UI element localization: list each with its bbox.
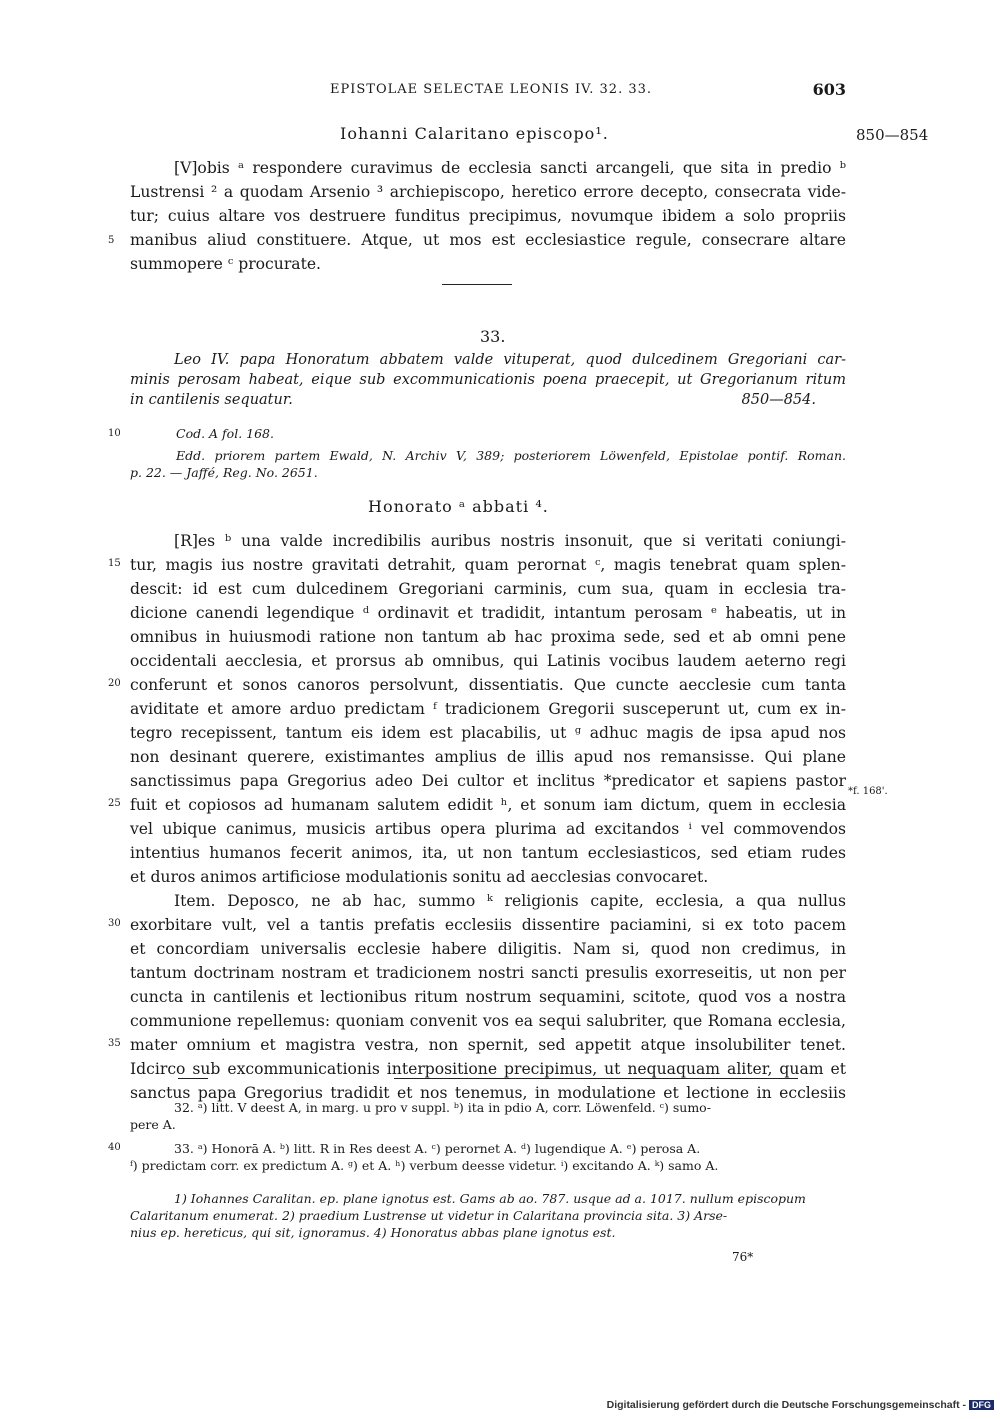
text-line: tantum doctrinam nostram et tradicionem nostri sancti presulis exorreseitis, ut non per [130, 964, 846, 982]
dfg-credit [607, 1399, 994, 1411]
text-line: cuncta in cantilenis et lectionibus ritum nostrum sequamini, scitote, quod vos a nostra [130, 988, 846, 1006]
text-line: descit: id est cum dulcedinem Gregoriani carminis, cum sua, quam in ecclesia tra- [130, 580, 846, 598]
text-line: tegro recepissent, tantum eis idem est placabilis, ut ᵍ adhuc magis de ipsa apud nos [130, 724, 846, 742]
line-number: 5 [108, 235, 115, 246]
letter32-date-margin: 850—854 [856, 126, 929, 144]
summary-last-line: in cantilenis sequatur. [130, 392, 293, 408]
apparatus-rule-short [178, 1078, 208, 1079]
text-line: fuit et copiosos ad humanam salutem edidit ʰ, et sonum iam dictum, quem in ecclesia [130, 796, 846, 814]
text-line: summopere ᶜ procurate. [130, 255, 322, 273]
text-line: Lustrensi ² a quodam Arsenio ³ archiepiscopo, heretico errore decepto, consecrata vide- [130, 183, 846, 201]
folio-margin-note: *f. 168'. [848, 786, 888, 797]
running-header [130, 80, 846, 104]
text-line: communione repellemus: quoniam convenit vos ea sequi salubriter, que Romana ecclesia, [130, 1012, 846, 1030]
footnote-line: 1) Iohannes Caralitan. ep. plane ignotus est. Gams ab ao. 787. usque ad a. 1017. nullum episcopum [174, 1191, 806, 1206]
dfg-credit-text: Digitalisierung gefördert durch die Deutsche Forschungsgemeinschaft - [606, 1399, 966, 1411]
apparatus-line: ᶠ) predictam corr. ex predictum A. ᵍ) et A. ʰ) verbum deesse videtur. ⁱ) excitando A. ᵏ) samo A. [130, 1158, 719, 1173]
editions-line: p. 22. — Jaffé, Reg. No. 2651. [130, 465, 318, 480]
text-line: Idcirco sub excommunicationis interpositione precipimus, ut nequaquam aliter, quam et [130, 1060, 846, 1078]
line-number: 30 [108, 918, 121, 929]
line-number: 35 [108, 1038, 121, 1049]
text-line: occidentali aecclesia, et prorsus ab omnibus, qui Latinis vocibus laudem aeterno regi [130, 652, 846, 670]
apparatus-33 [130, 1140, 846, 1174]
text-line: [R]es ᵇ una valde incredibilis auribus nostris insonuit, que si veritati coniungi- [174, 532, 846, 550]
text-line: et concordiam universalis ecclesie habere diligitis. Nam si, quod non credimus, in [130, 940, 846, 958]
line-number: 20 [108, 678, 121, 689]
page-number: 603 [812, 80, 846, 99]
line-number: 15 [108, 558, 121, 569]
text-line: conferunt et sonos canoros persolvunt, dissentiatis. Que cuncte aecclesie cum tanta [130, 676, 846, 694]
summary-line: Leo IV. papa Honoratum abbatem valde vituperat, quod dulcedinem Gregoriani car- [174, 352, 846, 368]
apparatus-line: 33. ᵃ) Honorā A. ᵇ) litt. R in Res deest A. ᶜ) perornet A. ᵈ) lugendique A. ᵉ) perosa A. [174, 1141, 701, 1156]
text-line: exorbitare vult, vel a tantis prefatis ecclesiis dissentire paciamini, si ex toto pacem [130, 916, 846, 934]
text-line: vel ubique canimus, musicis artibus opera plurima ad excitandos ⁱ vel commovendos [130, 820, 846, 838]
text-line: tur, magis ius nostre gravitati detrahit, quam perornat ᶜ, magis tenebrat quam splen- [130, 556, 846, 574]
text-line: mater omnium et magistra vestra, non spernit, sed appetit atque insolubiliter tenet. [130, 1036, 846, 1054]
text-line: sanctus papa Gregorius tradidit et nos tenemus, in modulatione et lectione in ecclesiis [130, 1084, 846, 1102]
footnote-line: nius ep. hereticus, qui sit, ignoramus. 4) Honoratus abbas plane ignotus est. [130, 1225, 616, 1240]
summary-date: 850—854. [741, 392, 816, 408]
letter32-body [130, 156, 846, 276]
apparatus-line: pere A. [130, 1117, 176, 1132]
dfg-logo: DFG [969, 1400, 994, 1410]
line-number: 25 [108, 798, 121, 809]
text-line: tur; cuius altare vos destruere funditus precipimus, novumque ibidem a solo propriis [130, 207, 846, 225]
letter33-body [130, 529, 846, 1105]
text-line: [V]obis ᵃ respondere curavimus de ecclesia sancti arcangeli, que sita in predio ᵇ [174, 159, 846, 177]
text-line: non desinant querere, existimantes amplius de illis apud nos remansisse. Qui plane [130, 748, 846, 766]
text-line: dicione canendi legendique ᵈ ordinavit et tradidit, intantum perosam ᵉ habeatis, ut in [130, 604, 846, 622]
section-divider [442, 284, 512, 285]
letter32-heading: Iohanni Calaritano episcopo¹. [340, 124, 609, 143]
line-number: 10 [108, 428, 121, 439]
editions-note [130, 447, 846, 481]
footnote-line: Calaritanum enumerat. 2) praedium Lustrense ut videtur in Calaritana provincia sita. 3) Arse- [130, 1208, 728, 1223]
apparatus-rule [394, 1078, 798, 1079]
apparatus-line: 32. ᵃ) litt. V deest A, in marg. u pro v suppl. ᵇ) ita in pdio A, corr. Löwenfeld. ᶜ) sumo- [174, 1100, 711, 1115]
signature-mark: 76* [732, 1250, 754, 1264]
line-number: 40 [108, 1142, 121, 1153]
codex-reference: Cod. A fol. 168. [176, 426, 274, 441]
summary-line [130, 390, 846, 410]
text-line: intentius humanos fecerit animos, ita, ut non tantum ecclesiasticos, sed etiam rudes [130, 844, 846, 862]
text-line: sanctissimus papa Gregorius adeo Dei cultor et inclitus *predicator et sapiens pastor [130, 772, 846, 790]
letter33-number: 33. [480, 327, 506, 346]
footnotes [130, 1190, 846, 1241]
letter33-heading: Honorato ᵃ abbati ⁴. [368, 497, 549, 516]
text-line: Item. Deposco, ne ab hac, summo ᵏ religionis capite, ecclesia, a qua nullus [174, 892, 846, 910]
text-line: et duros animos artificiose modulationis sonitu ad aecclesias convocaret. [130, 868, 709, 886]
running-title: EPISTOLAE SELECTAE LEONIS IV. 32. 33. [330, 82, 653, 97]
apparatus-32 [130, 1099, 846, 1133]
letter33-summary [130, 350, 846, 410]
text-line: aviditate et amore arduo predictam ᶠ tradicionem Gregorii susceperunt ut, cum ex in- [130, 700, 846, 718]
text-line: manibus aliud constituere. Atque, ut mos est ecclesiastice regule, consecrare altare [130, 231, 846, 249]
summary-line: minis perosam habeat, eique sub excommunicationis poena praecepit, ut Gregorianum ritum [130, 372, 846, 388]
editions-line: Edd. priorem partem Ewald, N. Archiv V, 389; posteriorem Löwenfeld, Epistolae pontif. Roman. [176, 448, 846, 463]
text-line: omnibus in huiusmodi ratione non tantum ab hac proxima sede, sed et ab omni pene [130, 628, 846, 646]
